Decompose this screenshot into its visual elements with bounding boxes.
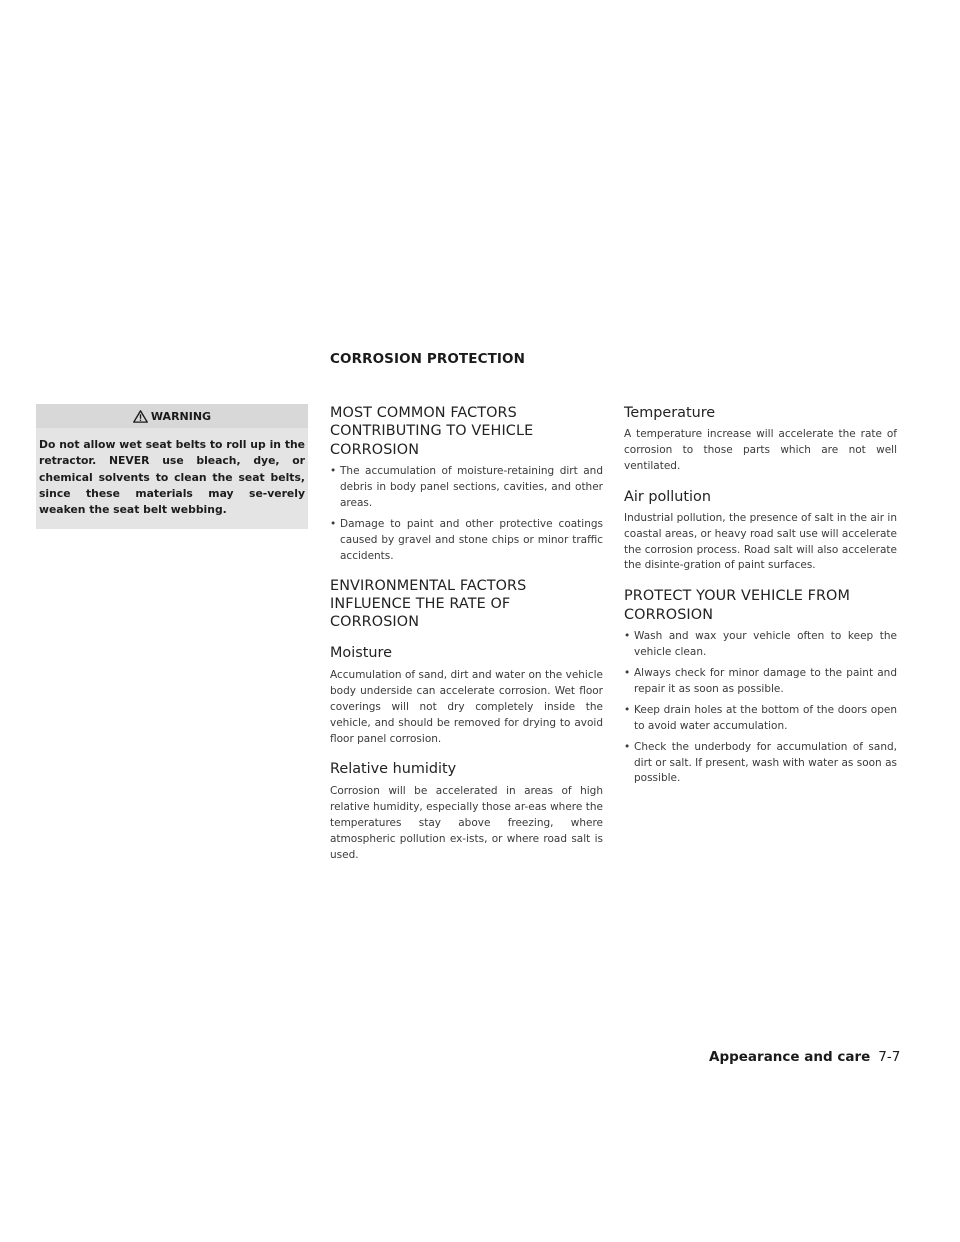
- temperature-text: A temperature increase will accelerate the rate of corrosion to those parts which are not well ventilated.: [624, 428, 897, 472]
- heading-temperature: Temperature: [624, 405, 716, 421]
- list-item: • Keep drain holes at the bottom of the doors open to avoid water accumulation.: [624, 703, 897, 732]
- heading-moisture: Moisture: [330, 644, 392, 661]
- warning-text: Do not allow wet seat belts to roll up in the retractor. NEVER use bleach, dye, or chemical solvents to clean the seat belts, since these materials may se-verely weaken the seat belt webbing.: [39, 438, 305, 517]
- list-item: • Check the underbody for accumulation of sand, dirt or salt. If present, wash with water as soon as possible.: [624, 740, 897, 785]
- heading-environmental-factors: ENVIRONMENTAL FACTORS INFLUENCE THE RATE OF CORROSION: [330, 577, 527, 631]
- moisture-text: Accumulation of sand, dirt and water on the vehicle body underside can accelerate corrosion. Wet floor coverings will not dry completely inside the vehicle, and should be removed for drying to avoid floor panel corrosion.: [330, 668, 603, 745]
- humidity-text: Corrosion will be accelerated in areas of high relative humidity, especially those ar-eas where the temperatures stay above freezing, where atmospheric pollution ex-ists, or where road salt is used.: [330, 785, 603, 862]
- heading-air-pollution: Air pollution: [624, 488, 711, 505]
- list-item: • Always check for minor damage to the paint and repair it as soon as possible.: [624, 666, 897, 695]
- footer-title: Appearance and care: [709, 1049, 871, 1065]
- middle-column: [330, 404, 603, 864]
- warning-triangle-icon: [133, 410, 148, 423]
- heading-protect-vehicle: PROTECT YOUR VEHICLE FROM CORROSION: [624, 588, 850, 623]
- list-item: • Damage to paint and other protective coatings caused by gravel and stone chips or minor traffic accidents.: [330, 517, 603, 562]
- page-footer: [709, 1049, 900, 1065]
- section-title: CORROSION PROTECTION: [330, 351, 525, 367]
- left-column: [36, 404, 308, 529]
- air-pollution-text: Industrial pollution, the presence of salt in the air in coastal areas, or heavy road salt use will accelerate the corrosion process. Road salt will also accelerate the disinte-gration of paint surfaces.: [624, 511, 897, 572]
- page-number: 7-7: [878, 1049, 901, 1065]
- heading-common-factors: MOST COMMON FACTORS CONTRIBUTING TO VEHICLE CORROSION: [330, 405, 534, 458]
- protect-list: [624, 629, 897, 787]
- list-item: • Wash and wax your vehicle often to keep the vehicle clean.: [624, 630, 897, 659]
- factors-list: [330, 464, 603, 564]
- list-item: • The accumulation of moisture-retaining dirt and debris in body panel sections, cavities, and other areas.: [330, 465, 603, 510]
- heading-relative-humidity: Relative humidity: [330, 761, 457, 778]
- right-column: [624, 404, 897, 792]
- warning-box: [36, 404, 308, 529]
- warning-header: [36, 404, 308, 428]
- warning-label: WARNING: [150, 409, 212, 423]
